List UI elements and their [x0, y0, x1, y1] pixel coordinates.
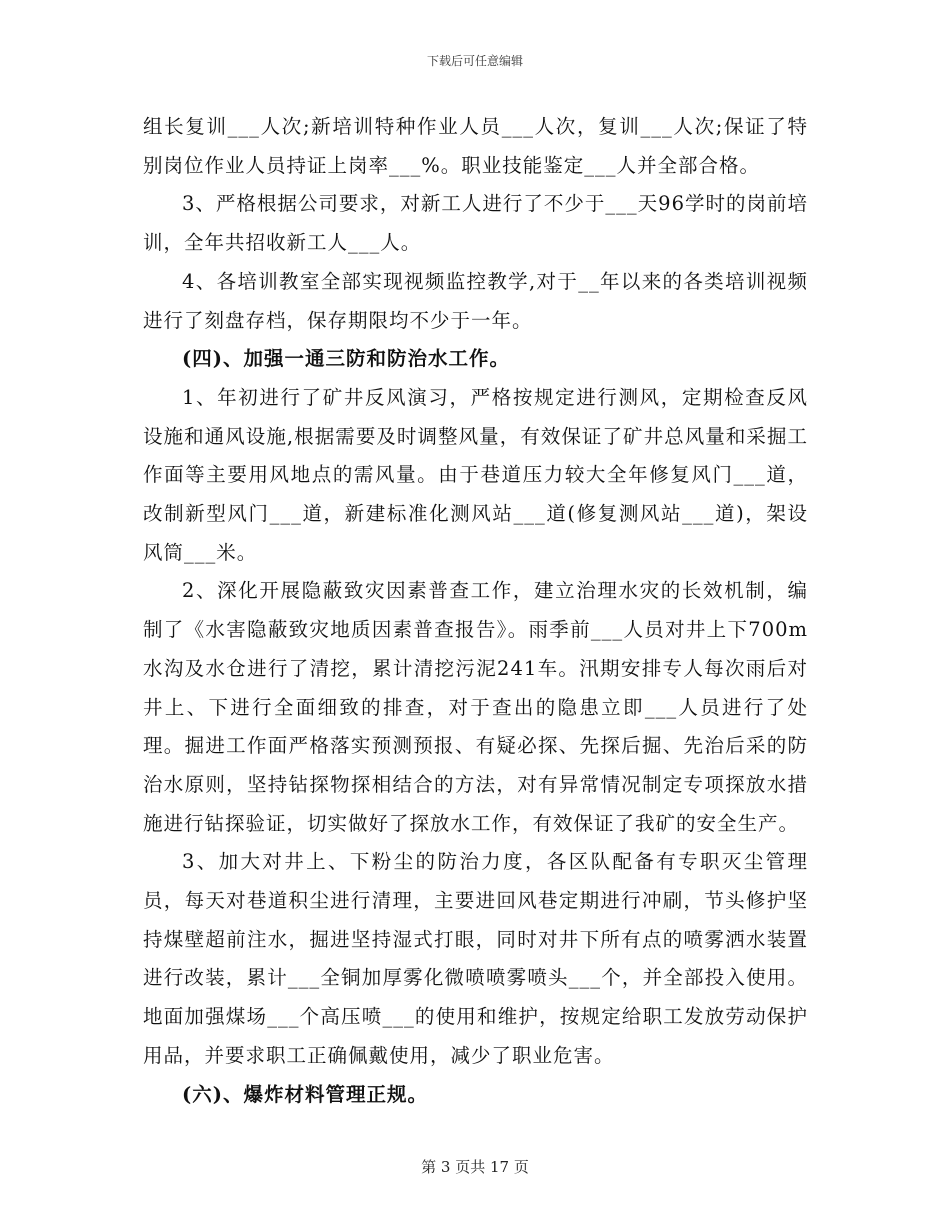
paragraph-item-4-video: 4、各培训教室全部实现视频监控教学,对于__年以来的各类培训视频进行了刻盘存档，保存期限均不少于一年。	[143, 269, 808, 332]
paragraph-item-3-dust: 3、加大对井上、下粉尘的防治力度，各区队配备有专职灭尘管理员，每天对巷道积尘进行清理，主要进回风巷定期进行冲刷，节头修护坚持煤壁超前注水，掘进坚持湿式打眼，同时对井下所有点的喷雾洒水装置进行改装，累计___全铜加厚雾化微喷喷雾喷头___个，并全部投入使用。地面加强煤场___个高压喷___的使用和维护，按规定给职工发放劳动保护用品，并要求职工正确佩戴使用，减少了职业危害。	[143, 850, 808, 1067]
paragraph-item-3-training: 3、严格根据公司要求，对新工人进行了不少于___天96学时的岗前培训，全年共招收新工人___人。	[143, 192, 808, 255]
document-body	[143, 108, 808, 1114]
page-number-footer: 第 3 页共 17 页	[421, 1158, 529, 1176]
paragraph-item-2-water: 2、深化开展隐蔽致灾因素普查工作，建立治理水灾的长效机制，编制了《水害隐蔽致灾地质因素普查报告》。雨季前___人员对井上下700m水沟及水仓进行了清挖，累计清挖污泥241车。汛期安排专人每次雨后对井上、下进行全面细致的排查，对于查出的隐患立即___人员进行了处理。掘进工作面严格落实预测预报、有疑必探、先探后掘、先治后采的防治水原则，坚持钻探物探相结合的方法，对有异常情况制定专项探放水措施进行钻探验证，切实做好了探放水工作，有效保证了我矿的安全生产。	[143, 579, 808, 835]
section-heading-explosives: (六)、爆炸材料管理正规。	[182, 1082, 428, 1106]
paragraph-item-1-ventilation: 1、年初进行了矿井反风演习，严格按规定进行测风，定期检查反风设施和通风设施,根据需要及时调整风量，有效保证了矿井总风量和采掘工作面等主要用风地点的需风量。由于巷道压力较大全年修复风门___道，改制新型风门___道，新建标准化测风站___道(修复测风站___道)，架设风筒___米。	[143, 385, 808, 564]
paragraph-continued: 组长复训___人次;新培训特种作业人员___人次，复训___人次;保证了特别岗位作业人员持证上岗率___%。职业技能鉴定___人并全部合格。	[143, 115, 808, 177]
section-heading-ventilation: (四)、加强一通三防和防治水工作。	[182, 347, 510, 371]
page-header: 下载后可任意编辑	[426, 54, 523, 68]
